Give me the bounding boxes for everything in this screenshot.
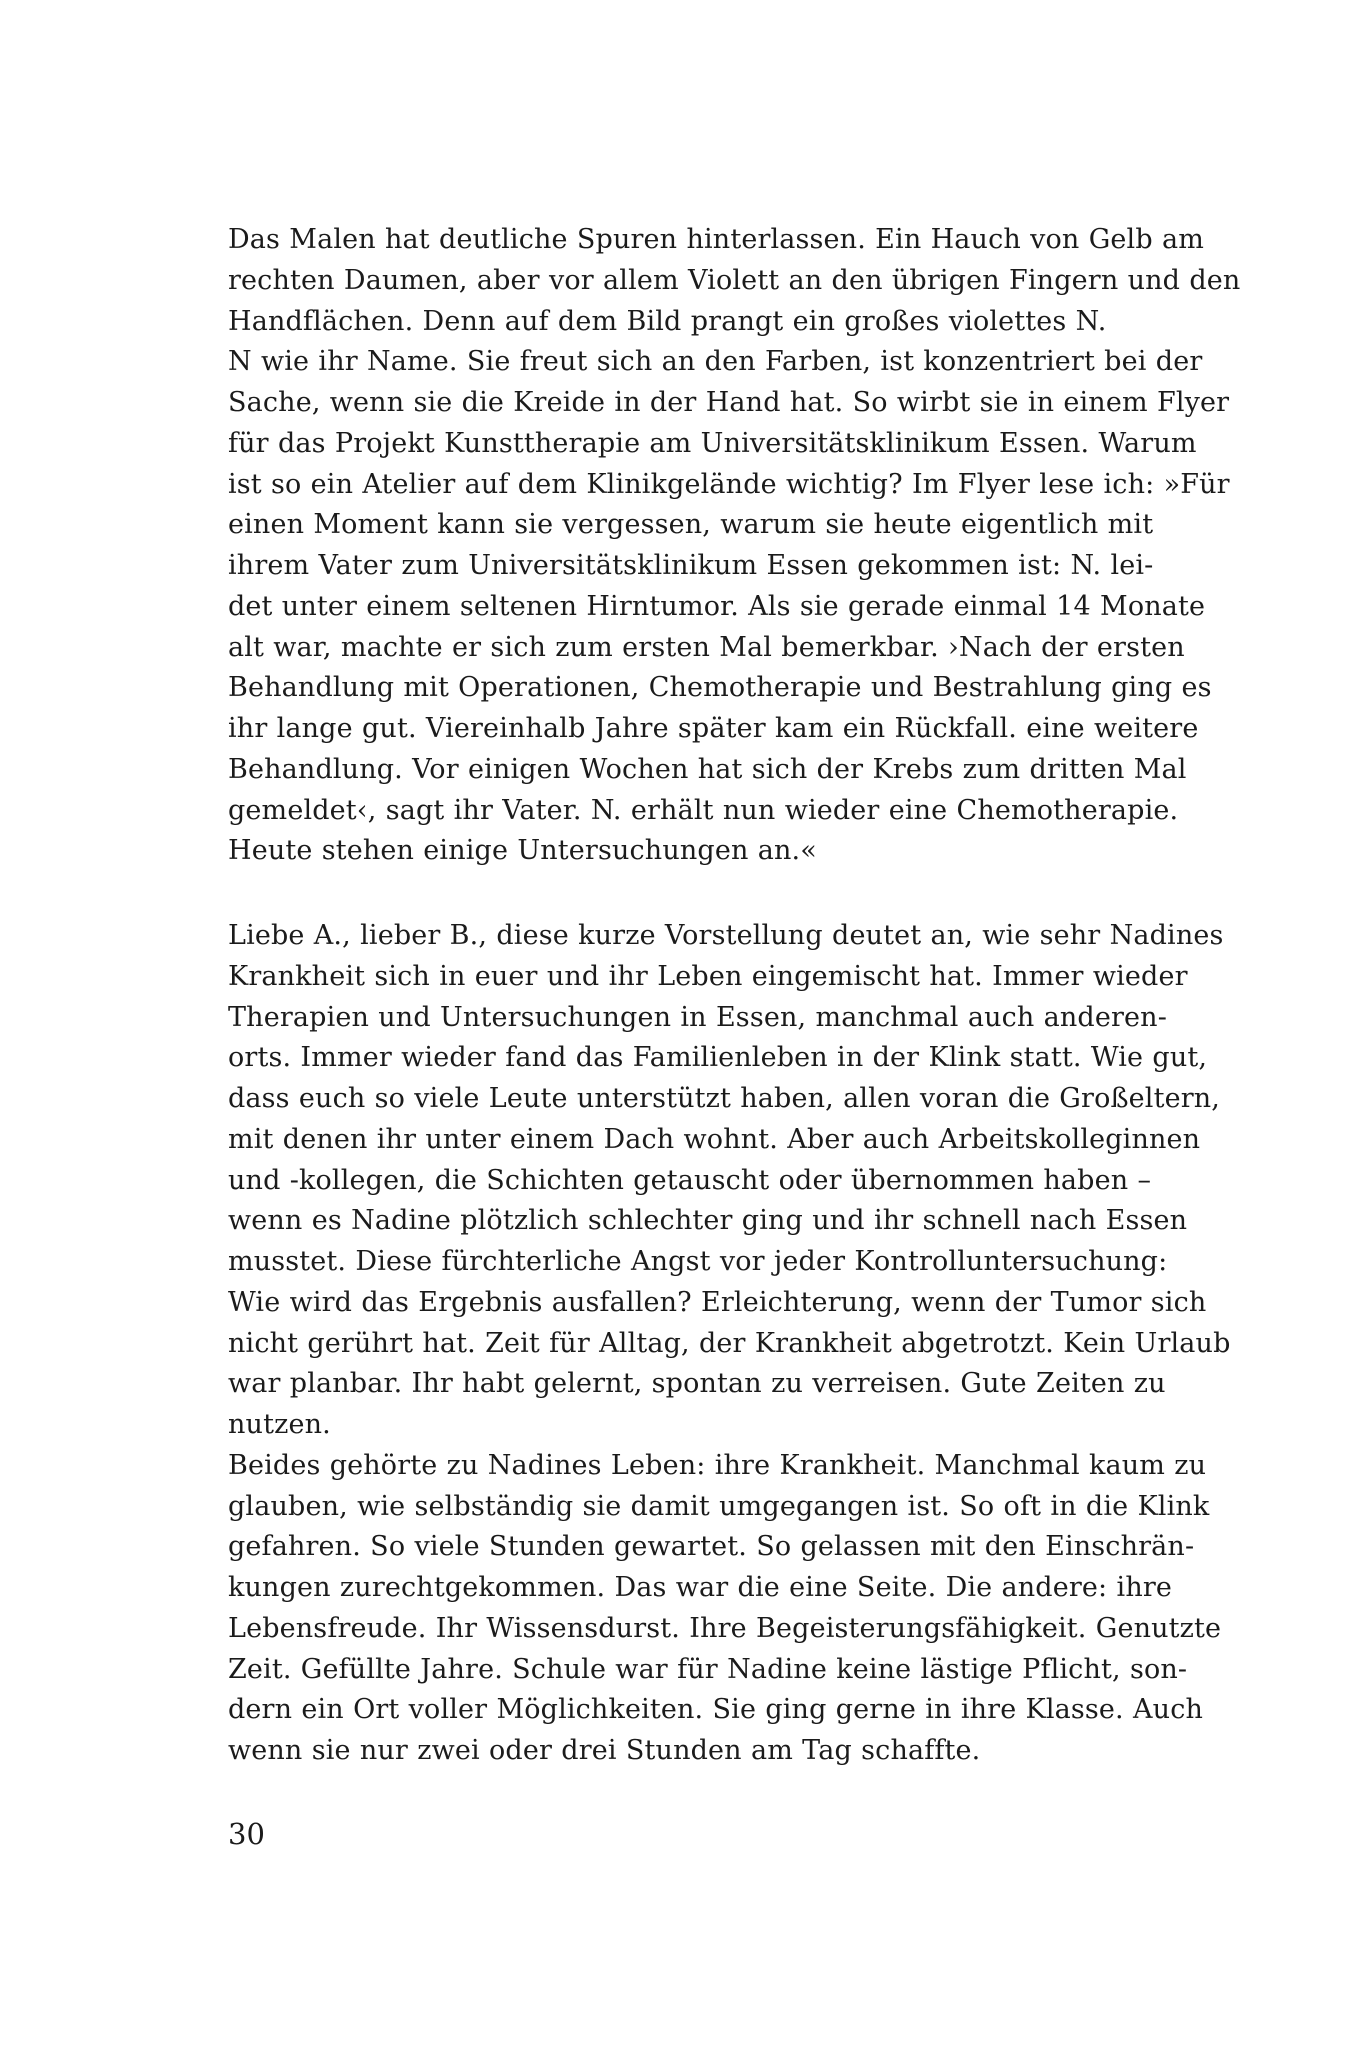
text-line: ist so ein Atelier auf dem Klinikgelände wichtig? Im Flyer lese ich: »Für: [228, 468, 1230, 500]
text-line: Wie wird das Ergebnis ausfallen? Erleichterung, wenn der Tumor sich: [228, 1286, 1207, 1318]
text-line: kungen zurechtgekommen. Das war die eine Seite. Die andere: ihre: [228, 1572, 1173, 1603]
page-number: 30: [228, 1817, 265, 1851]
text-line: Behandlung. Vor einigen Wochen hat sich der Krebs zum dritten Mal: [228, 753, 1187, 785]
text-line: N wie ihr Name. Sie freut sich an den Farben, ist konzentriert bei der: [228, 346, 1203, 378]
text-line: glauben, wie selbständig sie damit umgegangen ist. So oft in die Klink: [228, 1490, 1210, 1522]
text-line: und -kollegen, die Schichten getauscht oder übernommen haben –: [228, 1164, 1152, 1196]
text-line: musstet. Diese fürchterliche Angst vor jeder Kontrolluntersuchung:: [228, 1246, 1168, 1277]
text-line: Behandlung mit Operationen, Chemotherapie und Bestrahlung ging es: [228, 672, 1212, 704]
text-line: Lebensfreude. Ihr Wissensdurst. Ihre Begeisterungsfähigkeit. Genutzte: [228, 1612, 1222, 1644]
text-line: det unter einem seltenen Hirntumor. Als sie gerade einmal 14 Monate: [228, 590, 1206, 622]
text-line: für das Projekt Kunsttherapie am Universitätsklinikum Essen. Warum: [228, 427, 1197, 459]
text-line: nutzen.: [228, 1409, 331, 1440]
text-line: gemeldet‹, sagt ihr Vater. N. erhält nun wieder eine Chemotherapie.: [228, 794, 1179, 826]
text-line: rechten Daumen, aber vor allem Violett an den übrigen Fingern und den: [228, 264, 1241, 296]
text-line: Das Malen hat deutliche Spuren hinterlassen. Ein Hauch von Gelb am: [228, 224, 1204, 255]
text-line: Zeit. Gefüllte Jahre. Schule war für Nadine keine lästige Pflicht, son-: [228, 1653, 1188, 1685]
text-line: ihr lange gut. Viereinhalb Jahre später kam ein Rückfall. eine weitere: [228, 713, 1199, 744]
text-line: Handflächen. Denn auf dem Bild prangt ein großes violettes N.: [228, 305, 1107, 337]
paragraph-block-1: [228, 220, 1241, 872]
text-line: wenn sie nur zwei oder drei Stunden am Tag schaffte.: [228, 1735, 981, 1766]
text-line: Beides gehörte zu Nadines Leben: ihre Krankheit. Manchmal kaum zu: [228, 1449, 1207, 1481]
text-line: orts. Immer wieder fand das Familienleben in der Klink statt. Wie gut,: [228, 1042, 1208, 1074]
text-line: Liebe A., lieber B., diese kurze Vorstellung deutet an, wie sehr Nadines: [228, 920, 1224, 951]
text-line: mit denen ihr unter einem Dach wohnt. Aber auch Arbeitskolleginnen: [228, 1123, 1201, 1155]
text-line: Heute stehen einige Untersuchungen an.«: [228, 835, 817, 867]
text-line: Sache, wenn sie die Kreide in der Hand hat. So wirbt sie in einem Flyer: [228, 387, 1230, 418]
text-line: war planbar. Ihr habt gelernt, spontan zu verreisen. Gute Zeiten zu: [228, 1368, 1166, 1400]
text-line: dern ein Ort voller Möglichkeiten. Sie ging gerne in ihre Klasse. Auch: [228, 1694, 1204, 1726]
text-line: einen Moment kann sie vergessen, warum sie heute eigentlich mit: [228, 509, 1154, 541]
text-line: nicht gerührt hat. Zeit für Alltag, der Krankheit abgetrotzt. Kein Urlaub: [228, 1327, 1231, 1359]
text-line: Therapien und Untersuchungen in Essen, manchmal auch anderen-: [228, 1001, 1167, 1033]
paragraph-block-2: [228, 916, 1231, 1772]
text-line: dass euch so viele Leute unterstützt haben, allen voran die Großeltern,: [228, 1083, 1221, 1114]
text-line: ihrem Vater zum Universitätsklinikum Essen gekommen ist: N. lei-: [228, 550, 1154, 581]
text-line: alt war, machte er sich zum ersten Mal bemerkbar. ›Nach der ersten: [228, 631, 1185, 663]
text-line: gefahren. So viele Stunden gewartet. So gelassen mit den Einschrän-: [228, 1531, 1195, 1563]
text-line: Krankheit sich in euer und ihr Leben eingemischt hat. Immer wieder: [228, 960, 1188, 992]
text-line: wenn es Nadine plötzlich schlechter ging und ihr schnell nach Essen: [228, 1205, 1188, 1237]
